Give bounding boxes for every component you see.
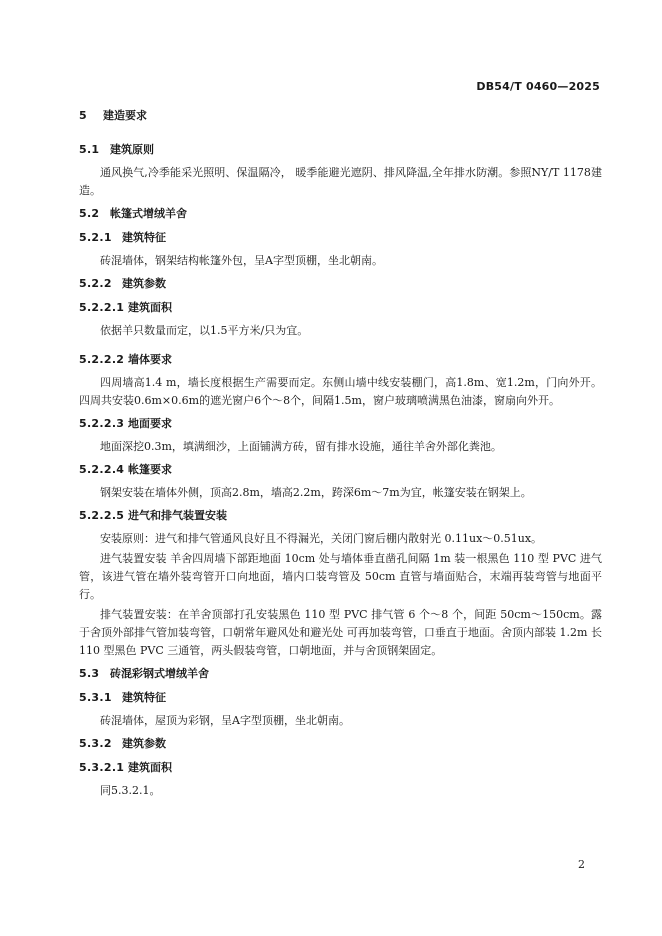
section-title: 砖混彩钢式增绒羊舍 <box>110 667 209 680</box>
section-heading <box>79 732 602 756</box>
section-heading <box>79 458 602 482</box>
paragraph: 砖混墙体，屋顶为彩钢，呈A字型顶棚，坐北朝南。 <box>100 714 350 727</box>
section-title: 进气和排气装置安装 <box>128 509 227 522</box>
paragraph: 钢架安装在墙体外侧，顶高2.8m，墙高2.2m，跨深6m～7m为宜，帐篷安装在钢架上。 <box>100 486 532 499</box>
paragraph: 通风换气,冷季能采光照明、保温隔冷， 暖季能避光遮阴、排风降温,全年排水防潮。参照NY/T 1178建造。 <box>79 166 602 197</box>
section-number: 5.3.2.1 <box>79 761 125 774</box>
paragraph: 排气装置安装：在羊舍顶部打孔安装黑色 110 型 PVC 排气管 6 个～8 个，间距 50cm～150cm。露于舍顶外部排气管加装弯管，口朝常年避风处和避光处 可再加装弯管，口垂直于地面。舍顶内部装 1.2m 长 110 型黑色 PVC 三通管，两头假装弯管，口朝地面，并与舍顶钢架固定。 <box>79 608 602 657</box>
section-title: 建筑原则 <box>110 143 154 156</box>
section-number: 5.3 <box>79 667 100 680</box>
section-number: 5.2 <box>79 207 100 220</box>
section-title: 建筑参数 <box>122 737 166 750</box>
section-title: 建筑特征 <box>122 691 166 704</box>
paragraph: 依据羊只数量而定，以1.5平方米/只为宜。 <box>100 324 309 337</box>
section-title: 墙体要求 <box>128 353 172 366</box>
section-title: 建筑面积 <box>128 761 172 774</box>
section-title: 建造要求 <box>103 109 147 122</box>
section-number: 5.3.2 <box>79 737 112 750</box>
section-heading <box>79 662 602 686</box>
section-heading <box>79 226 602 250</box>
section-heading <box>79 756 602 780</box>
section-title: 帐篷式增绒羊舍 <box>110 207 187 220</box>
section-number: 5.2.2.3 <box>79 417 125 430</box>
document-body <box>79 104 602 802</box>
paragraph: 安装原则：进气和排气管通风良好且不得漏光，关闭门窗后棚内散射光 0.11ux～0.51ux。 <box>100 532 543 545</box>
paragraph: 同5.3.2.1。 <box>100 784 161 797</box>
document-code: DB54/T 0460—2025 <box>476 80 600 93</box>
section-heading <box>79 138 602 162</box>
section-number: 5.3.1 <box>79 691 112 704</box>
page-number: 2 <box>578 858 585 871</box>
section-title: 建筑参数 <box>122 277 166 290</box>
section-title: 建筑面积 <box>128 301 172 314</box>
section-number: 5.2.2.1 <box>79 301 125 314</box>
section-heading <box>79 412 602 436</box>
paragraph: 四周墙高1.4 m，墙长度根据生产需要而定。东侧山墙中线安装棚门，高1.8m、宽1.2m，门向外开。四周共安装0.6m×0.6m的遮光窗户6个～8个，间隔1.5m，窗户玻璃喷满黑色油漆，窗扇向外开。 <box>79 376 602 407</box>
section-heading <box>79 504 602 528</box>
paragraph: 砖混墙体，钢架结构帐篷外包，呈A字型顶棚，坐北朝南。 <box>100 254 383 267</box>
section-number: 5.2.2.4 <box>79 463 125 476</box>
section-title: 帐篷要求 <box>128 463 172 476</box>
section-title: 建筑特征 <box>122 231 166 244</box>
section-heading <box>79 348 602 372</box>
section-number: 5.2.1 <box>79 231 112 244</box>
section-number: 5.2.2 <box>79 277 112 290</box>
section-title: 地面要求 <box>128 417 172 430</box>
section-heading <box>79 296 602 320</box>
section-number: 5 <box>79 109 87 122</box>
section-heading <box>79 686 602 710</box>
section-heading <box>79 202 602 226</box>
section-heading <box>79 272 602 296</box>
section-heading <box>79 104 602 128</box>
section-number: 5.1 <box>79 143 100 156</box>
paragraph: 地面深挖0.3m，填满细沙，上面铺满方砖，留有排水设施，通往羊舍外部化粪池。 <box>100 440 502 453</box>
section-number: 5.2.2.5 <box>79 509 125 522</box>
paragraph: 进气装置安装 羊舍四周墙下部距地面 10cm 处与墙体垂直凿孔间隔 1m 装一根黑色 110 型 PVC 进气管，该进气管在墙外装弯管开口向地面，墙内口装弯管及 50cm 直管与墙面贴合，末端再装弯管与地面平行。 <box>79 552 602 601</box>
section-number: 5.2.2.2 <box>79 353 125 366</box>
